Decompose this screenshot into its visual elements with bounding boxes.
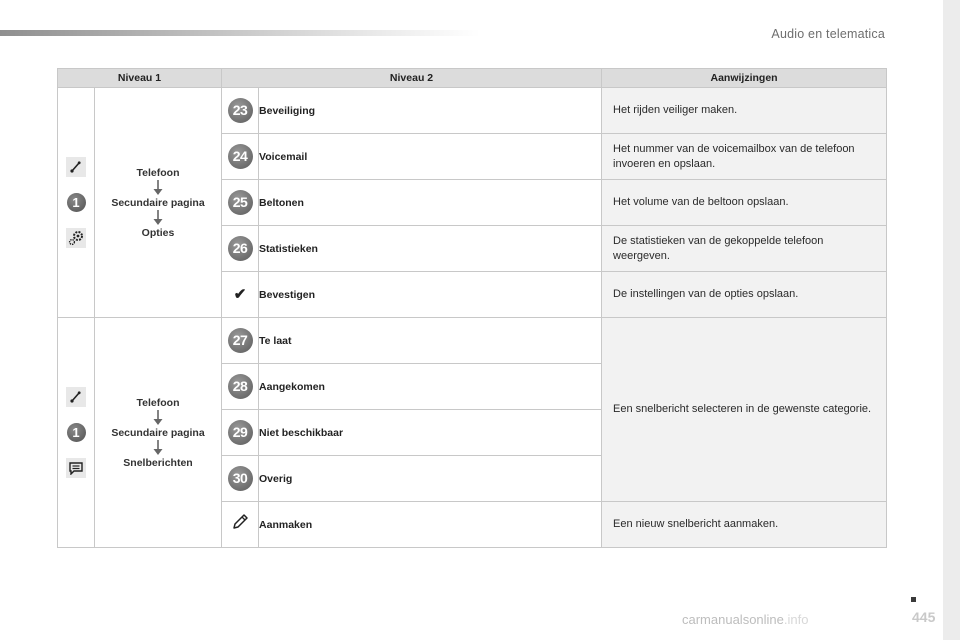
menu-item-label: Voicemail [259, 134, 602, 180]
header-bar [0, 30, 480, 36]
gear-options-icon [66, 228, 86, 248]
item-number-badge: 30 [228, 466, 253, 491]
path-step: Telefoon [136, 166, 180, 179]
column-header: Aanwijzingen [602, 69, 887, 88]
item-description: Het nummer van de voicemailbox van de telefoon invoeren en opslaan. [602, 134, 887, 180]
message-bubble-icon [66, 458, 86, 478]
watermark-suffix: .info [783, 612, 809, 627]
watermark [682, 612, 808, 627]
level1-icons [58, 318, 95, 548]
path-step: Secundaire pagina [111, 196, 205, 209]
menu-item-label: Beveiliging [259, 88, 602, 134]
page-edge-strip [943, 0, 960, 640]
watermark-main: carmanualsonline [682, 612, 784, 627]
menu-item-label: Aanmaken [259, 502, 602, 548]
menu-item-label: Niet beschikbaar [259, 410, 602, 456]
table-row [58, 318, 887, 364]
arrow-down-icon [152, 210, 164, 226]
item-description: De instellingen van de opties opslaan. [602, 272, 887, 318]
arrow-down-icon [152, 410, 164, 426]
item-number-badge: 26 [228, 236, 253, 261]
level1-icons [58, 88, 95, 318]
path-step: Telefoon [136, 396, 180, 409]
phone-handset-icon [66, 157, 86, 177]
table-row [58, 88, 887, 134]
level-badge: 1 [67, 193, 86, 212]
arrow-down-icon [152, 440, 164, 456]
item-number-badge: 29 [228, 420, 253, 445]
menu-item-label: Te laat [259, 318, 602, 364]
menu-path [95, 318, 222, 548]
item-number-badge: 23 [228, 98, 253, 123]
menu-item-label: Beltonen [259, 180, 602, 226]
level-badge: 1 [67, 423, 86, 442]
item-description: Het volume van de beltoon opslaan. [602, 180, 887, 226]
menu-item-label: Statistieken [259, 226, 602, 272]
table-header-row [58, 69, 887, 88]
pen-icon [231, 513, 249, 531]
item-number-badge: 28 [228, 374, 253, 399]
menu-item-label: Overig [259, 456, 602, 502]
item-number-badge: 27 [228, 328, 253, 353]
path-step: Opties [141, 226, 175, 239]
menu-table [57, 68, 887, 548]
page-number: 445 [912, 609, 936, 625]
menu-path [95, 88, 222, 318]
path-step: Secundaire pagina [111, 426, 205, 439]
menu-item-label: Aangekomen [259, 364, 602, 410]
menu-item-label: Bevestigen [259, 272, 602, 318]
item-number-badge: 25 [228, 190, 253, 215]
item-description: Een snelbericht selecteren in de gewenste categorie. [602, 318, 887, 502]
arrow-down-icon [152, 180, 164, 196]
item-description: Het rijden veiliger maken. [602, 88, 887, 134]
checkmark-icon: ✔ [233, 286, 247, 303]
page-marker [911, 597, 916, 602]
item-number-badge: 24 [228, 144, 253, 169]
column-header: Niveau 2 [222, 69, 602, 88]
phone-handset-icon [66, 387, 86, 407]
column-header: Niveau 1 [58, 69, 222, 88]
path-step: Snelberichten [123, 456, 193, 469]
section-title: Audio en telematica [771, 27, 885, 41]
item-description: De statistieken van de gekoppelde telefoon weergeven. [602, 226, 887, 272]
item-description: Een nieuw snelbericht aanmaken. [602, 502, 887, 548]
